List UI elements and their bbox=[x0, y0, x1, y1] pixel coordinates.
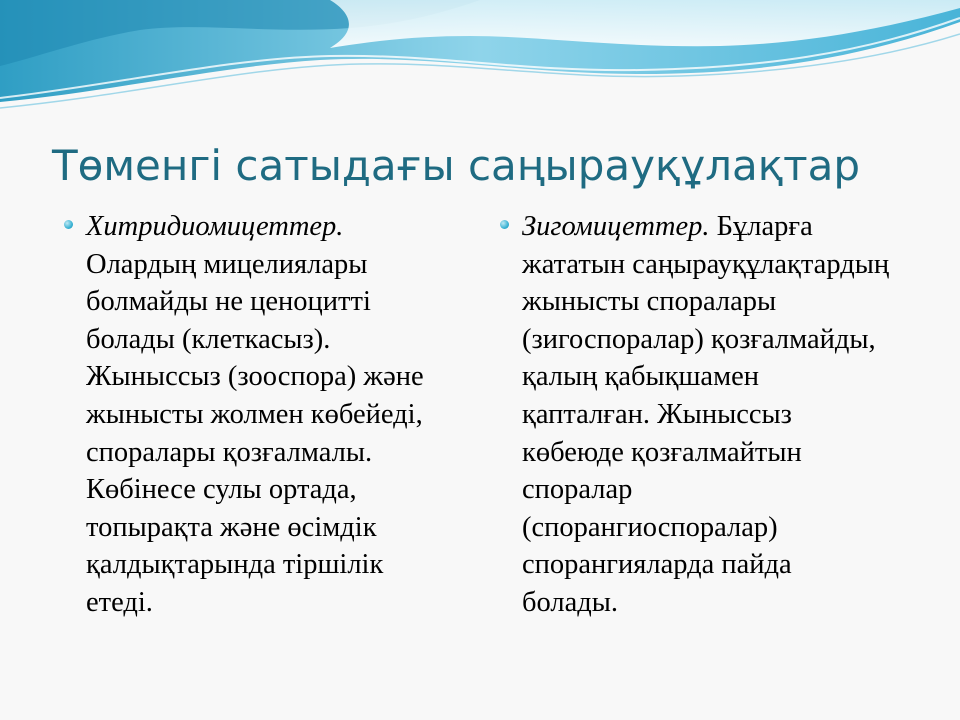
bullet-icon bbox=[64, 220, 73, 229]
bullet-icon bbox=[500, 220, 509, 229]
bullet-text: Олардың мицелиялары болмайды не ценоцитті болады (клеткасыз). Жыныссыз (зооспора) және жынысты жолмен көбейеді, споралары қозғалмалы. Көбінесе сулы ортада, топырақта және өсімдік қалдықтарында тіршілік етеді. bbox=[86, 248, 424, 618]
wave-header-decoration bbox=[0, 0, 960, 120]
bullet-text: Бұларға жататын саңырауқұлақтардың жынысты споралары (зигоспоралар) қозғалмайды, қалың қабықшамен қапталған. Жыныссыз көбеюде қозғалмайтын споралар (спорангиоспоралар) спорангияларда пайда болады. bbox=[522, 211, 890, 618]
slide-title: Төменгі сатыдағы саңырауқұлақтар bbox=[52, 141, 860, 190]
term-label: Зигомицеттер. bbox=[522, 211, 717, 242]
bullet-hytridiomycetes bbox=[86, 208, 448, 622]
bullet-zygomycetes bbox=[522, 208, 892, 622]
term-label: Хитридиомицеттер. bbox=[86, 211, 344, 242]
